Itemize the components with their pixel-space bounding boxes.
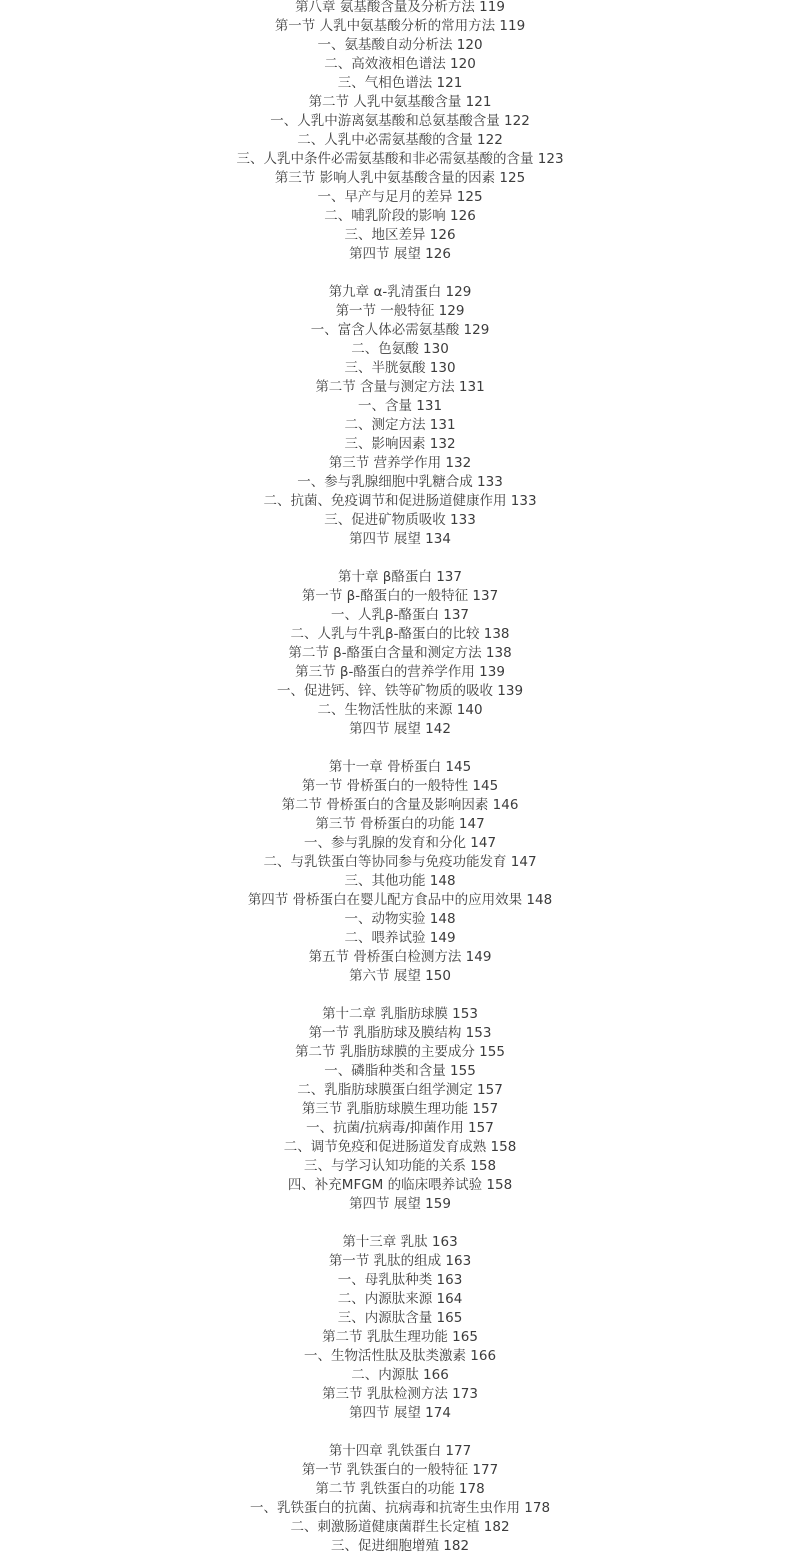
toc-section-entry: 第二节 骨桥蛋白的含量及影响因素 146 xyxy=(281,797,519,813)
toc-subsection-entry: 二、高效液相色谱法 120 xyxy=(324,56,476,72)
toc-subsection-entry: 一、动物实验 148 xyxy=(344,911,456,927)
toc-chapter-heading: 第八章 氨基酸含量及分析方法 119 xyxy=(295,0,505,15)
toc-section-entry: 第二节 β-酪蛋白含量和测定方法 138 xyxy=(288,645,512,661)
toc-chapter-heading: 第十一章 骨桥蛋白 145 xyxy=(328,759,472,775)
toc-section-entry: 第四节 展望 142 xyxy=(349,721,451,737)
toc-subsection-entry: 二、生物活性肽的来源 140 xyxy=(317,702,483,718)
toc-subsection-entry: 二、刺激肠道健康菌群生长定植 182 xyxy=(290,1519,510,1535)
toc-subsection-entry: 三、促进细胞增殖 182 xyxy=(330,1538,470,1554)
toc-subsection-entry: 一、人乳β-酪蛋白 137 xyxy=(330,607,470,623)
toc-subsection-entry: 一、母乳肽种类 163 xyxy=(337,1272,463,1288)
section-gap xyxy=(0,986,800,1005)
toc-subsection-entry: 四、补充MFGM 的临床喂养试验 158 xyxy=(287,1177,513,1193)
toc-subsection-entry: 一、人乳中游离氨基酸和总氨基酸含量 122 xyxy=(270,113,530,129)
toc-section-entry: 第五节 骨桥蛋白检测方法 149 xyxy=(308,949,492,965)
toc-subsection-entry: 一、促进钙、锌、铁等矿物质的吸收 139 xyxy=(276,683,524,699)
toc-section-entry: 第二节 乳肽生理功能 165 xyxy=(322,1329,478,1345)
toc-section-entry: 第一节 β-酪蛋白的一般特征 137 xyxy=(301,588,499,604)
toc-section-entry: 第四节 展望 174 xyxy=(349,1405,451,1421)
section-gap xyxy=(0,1214,800,1233)
toc-section-entry: 第四节 展望 134 xyxy=(349,531,451,547)
toc-subsection-entry: 一、参与乳腺细胞中乳糖合成 133 xyxy=(297,474,503,490)
toc-subsection-entry: 二、人乳与牛乳β-酪蛋白的比较 138 xyxy=(290,626,510,642)
toc-subsection-entry: 一、富含人体必需氨基酸 129 xyxy=(310,322,490,338)
toc-subsection-entry: 三、其他功能 148 xyxy=(344,873,456,889)
toc-subsection-entry: 三、内源肽含量 165 xyxy=(337,1310,463,1326)
toc-subsection-entry: 一、生物活性肽及肽类激素 166 xyxy=(303,1348,497,1364)
toc-section-entry: 第三节 影响人乳中氨基酸含量的因素 125 xyxy=(274,170,526,186)
toc-section-entry: 第一节 骨桥蛋白的一般特性 145 xyxy=(301,778,499,794)
toc-subsection-entry: 三、促进矿物质吸收 133 xyxy=(324,512,476,528)
toc-subsection-entry: 二、内源肽来源 164 xyxy=(337,1291,463,1307)
toc-section-entry: 第一节 乳脂肪球及膜结构 153 xyxy=(308,1025,492,1041)
toc-subsection-entry: 一、含量 131 xyxy=(357,398,443,414)
toc-subsection-entry: 三、地区差异 126 xyxy=(344,227,456,243)
toc-subsection-entry: 二、乳脂肪球膜蛋白组学测定 157 xyxy=(297,1082,503,1098)
section-gap xyxy=(0,264,800,283)
toc-section-entry: 第三节 骨桥蛋白的功能 147 xyxy=(315,816,485,832)
toc-subsection-entry: 三、与学习认知功能的关系 158 xyxy=(303,1158,497,1174)
toc-section-entry: 第六节 展望 150 xyxy=(349,968,451,984)
section-gap xyxy=(0,1423,800,1442)
toc-chapter-heading: 第十四章 乳铁蛋白 177 xyxy=(328,1443,472,1459)
toc-subsection-entry: 三、影响因素 132 xyxy=(344,436,456,452)
toc-section-entry: 第三节 乳脂肪球膜生理功能 157 xyxy=(301,1101,499,1117)
toc-section-entry: 第四节 展望 159 xyxy=(349,1196,451,1212)
toc-subsection-entry: 一、磷脂种类和含量 155 xyxy=(324,1063,476,1079)
toc-subsection-entry: 二、内源肽 166 xyxy=(351,1367,449,1383)
toc-section-entry: 第二节 乳脂肪球膜的主要成分 155 xyxy=(295,1044,505,1060)
toc-subsection-entry: 一、参与乳腺的发育和分化 147 xyxy=(303,835,497,851)
toc-subsection-entry: 二、喂养试验 149 xyxy=(344,930,456,946)
toc-subsection-entry: 三、半胱氨酸 130 xyxy=(344,360,456,376)
toc-subsection-entry: 二、调节免疫和促进肠道发育成熟 158 xyxy=(283,1139,517,1155)
toc-section-entry: 第一节 乳肽的组成 163 xyxy=(328,1253,472,1269)
toc-section-entry: 第一节 人乳中氨基酸分析的常用方法 119 xyxy=(274,18,526,34)
toc-subsection-entry: 三、气相色谱法 121 xyxy=(337,75,463,91)
toc-section-entry: 第一节 乳铁蛋白的一般特征 177 xyxy=(301,1462,499,1478)
toc-subsection-entry: 二、色氨酸 130 xyxy=(351,341,449,357)
toc-subsection-entry: 二、哺乳阶段的影响 126 xyxy=(324,208,476,224)
toc-chapter-heading: 第十三章 乳肽 163 xyxy=(342,1234,458,1250)
toc-section-entry: 第一节 一般特征 129 xyxy=(335,303,465,319)
section-gap xyxy=(0,739,800,758)
toc-subsection-entry: 三、人乳中条件必需氨基酸和非必需氨基酸的含量 123 xyxy=(236,151,564,167)
toc-chapter-heading: 第九章 α-乳清蛋白 129 xyxy=(328,284,472,300)
toc-section-entry: 第二节 乳铁蛋白的功能 178 xyxy=(315,1481,485,1497)
toc-subsection-entry: 一、氨基酸自动分析法 120 xyxy=(317,37,483,53)
toc-section-entry: 第四节 骨桥蛋白在婴儿配方食品中的应用效果 148 xyxy=(247,892,553,908)
toc-subsection-entry: 一、抗菌/抗病毒/抑菌作用 157 xyxy=(306,1120,494,1136)
toc-section-entry: 第四节 展望 126 xyxy=(349,246,451,262)
toc-subsection-entry: 一、早产与足月的差异 125 xyxy=(317,189,483,205)
toc-subsection-entry: 二、抗菌、免疫调节和促进肠道健康作用 133 xyxy=(263,493,537,509)
toc-section-entry: 第三节 营养学作用 132 xyxy=(328,455,472,471)
toc-section-entry: 第二节 人乳中氨基酸含量 121 xyxy=(308,94,492,110)
toc-subsection-entry: 二、人乳中必需氨基酸的含量 122 xyxy=(297,132,503,148)
toc-subsection-entry: 一、乳铁蛋白的抗菌、抗病毒和抗寄生虫作用 178 xyxy=(249,1500,551,1516)
toc-section-entry: 第二节 含量与测定方法 131 xyxy=(315,379,485,395)
toc-section-entry: 第三节 乳肽检测方法 173 xyxy=(322,1386,478,1402)
toc-subsection-entry: 二、与乳铁蛋白等协同参与免疫功能发育 147 xyxy=(263,854,537,870)
section-gap xyxy=(0,549,800,568)
toc-section-entry: 第三节 β-酪蛋白的营养学作用 139 xyxy=(295,664,505,680)
toc-chapter-heading: 第十章 β酪蛋白 137 xyxy=(338,569,462,585)
toc-subsection-entry: 二、测定方法 131 xyxy=(344,417,456,433)
toc-chapter-heading: 第十二章 乳脂肪球膜 153 xyxy=(322,1006,478,1022)
